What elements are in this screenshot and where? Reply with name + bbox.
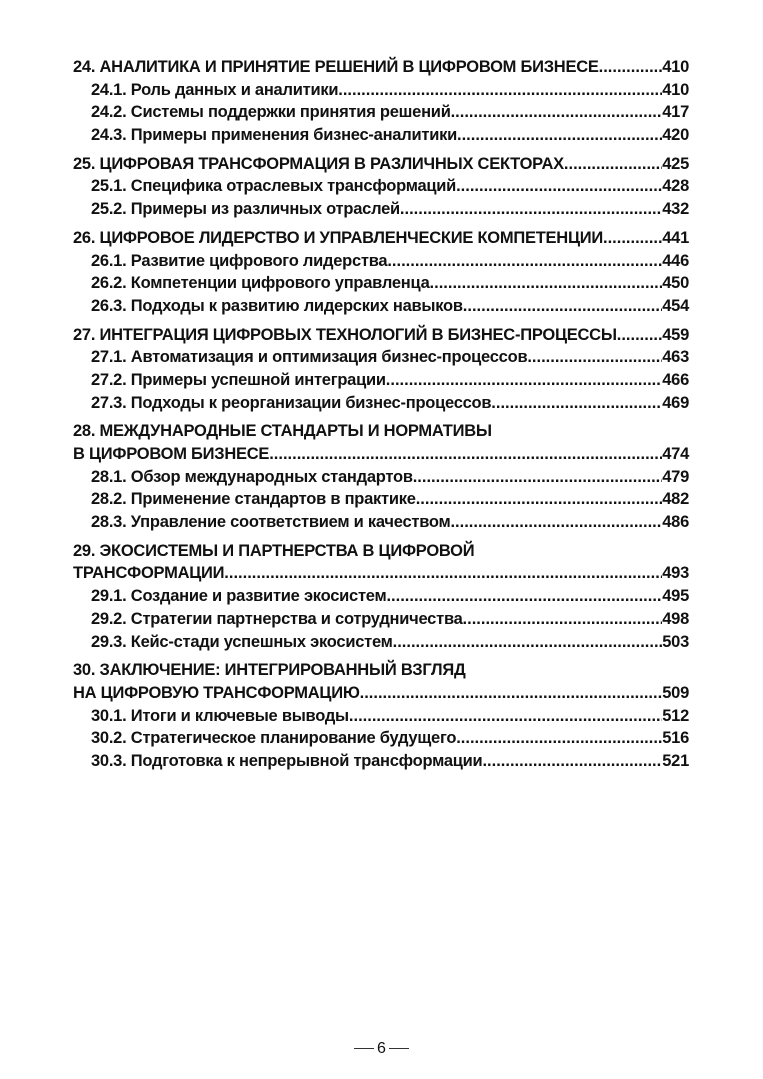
dot-leader <box>603 227 662 250</box>
section-entry <box>73 392 689 415</box>
chapter-title-line <box>73 443 689 466</box>
dot-leader <box>457 124 662 147</box>
dot-leader <box>386 369 662 392</box>
section-page-number: 479 <box>662 467 689 486</box>
section-title: 29.1. Создание и развитие экосистем <box>91 587 387 606</box>
chapter-page-number: 459 <box>662 325 689 344</box>
chapter-title-line <box>73 153 689 176</box>
section-title: 25.1. Специфика отраслевых трансформаций <box>91 177 457 196</box>
chapter-page-number: 474 <box>662 445 689 463</box>
dot-leader <box>386 585 662 608</box>
section-entry <box>73 250 689 273</box>
section-page-number: 503 <box>662 632 689 651</box>
section-entry <box>73 101 689 124</box>
section-title: 25.2. Примеры из различных отраслей <box>91 200 400 219</box>
section-page-number: 516 <box>662 729 689 748</box>
dot-leader <box>430 272 663 295</box>
dot-leader <box>456 175 662 198</box>
dot-leader <box>416 488 663 511</box>
dot-leader <box>482 750 662 773</box>
dot-leader <box>393 631 663 654</box>
section-entry <box>73 295 689 318</box>
section-title: 24.1. Роль данных и аналитики <box>91 80 339 99</box>
chapter-page-number: 509 <box>662 683 689 702</box>
dot-leader <box>463 295 662 318</box>
chapter-title: 27. ИНТЕГРАЦИЯ ЦИФРОВЫХ ТЕХНОЛОГИЙ В БИЗНЕС-ПРОЦЕССЫ <box>73 325 617 344</box>
dot-leader <box>338 79 662 102</box>
dot-leader <box>451 101 663 124</box>
toc-chapter <box>73 56 689 147</box>
section-title: 27.3. Подходы к реорганизации бизнес-процессов <box>91 393 492 412</box>
section-page-number: 521 <box>662 751 689 770</box>
section-title: 28.3. Управление соответствием и качеством <box>91 513 451 532</box>
toc-chapter <box>73 540 689 653</box>
section-entry <box>73 272 689 295</box>
chapter-page-number: 425 <box>662 154 689 173</box>
dot-leader <box>413 466 663 489</box>
dot-leader <box>491 392 662 415</box>
section-page-number: 417 <box>662 103 689 122</box>
section-entry <box>73 369 689 392</box>
section-page-number: 410 <box>662 80 689 99</box>
section-entry <box>73 79 689 102</box>
section-title: 30.3. Подготовка к непрерывной трансформации <box>91 751 483 770</box>
toc-chapter <box>73 659 689 772</box>
section-title: 24.3. Примеры применения бизнес-аналитики <box>91 126 457 145</box>
section-entry <box>73 488 689 511</box>
section-title: 28.2. Применение стандартов в практике <box>91 490 416 509</box>
section-title: 29.3. Кейс-стади успешных экосистем <box>91 632 393 651</box>
table-of-contents <box>73 56 689 779</box>
section-title: 26.3. Подходы к развитию лидерских навыков <box>91 296 463 315</box>
section-title: 26.2. Компетенции цифрового управленца <box>91 274 430 293</box>
chapter-page-number: 441 <box>662 228 689 247</box>
chapter-title: 30. ЗАКЛЮЧЕНИЕ: ИНТЕГРИРОВАННЫЙ ВЗГЛЯД <box>73 661 466 680</box>
page-number: 6 <box>377 1040 386 1057</box>
section-entry <box>73 608 689 631</box>
section-entry <box>73 705 689 728</box>
section-title: 28.1. Обзор международных стандартов <box>91 467 413 486</box>
section-entry <box>73 466 689 489</box>
chapter-title-line <box>73 420 689 443</box>
chapter-title-line <box>73 659 689 682</box>
section-entry <box>73 175 689 198</box>
toc-chapter <box>73 324 689 415</box>
section-page-number: 446 <box>662 251 689 270</box>
section-page-number: 486 <box>662 513 689 532</box>
section-page-number: 432 <box>662 200 689 219</box>
section-title: 30.2. Стратегическое планирование будущего <box>91 729 457 748</box>
section-page-number: 512 <box>662 706 689 725</box>
dot-leader <box>564 153 662 176</box>
section-entry <box>73 585 689 608</box>
section-page-number: 469 <box>662 393 689 412</box>
chapter-title-line <box>73 540 689 563</box>
chapter-title: 26. ЦИФРОВОЕ ЛИДЕРСТВО И УПРАВЛЕНЧЕСКИЕ КОМПЕТЕНЦИИ <box>73 228 603 247</box>
section-title: 29.2. Стратегии партнерства и сотрудничества <box>91 609 463 628</box>
chapter-title: 28. МЕЖДУНАРОДНЫЕ СТАНДАРТЫ И НОРМАТИВЫ <box>73 422 492 441</box>
section-page-number: 495 <box>662 587 689 606</box>
chapter-title-line <box>73 324 689 347</box>
chapter-title-line <box>73 227 689 250</box>
section-page-number: 463 <box>662 348 689 367</box>
chapter-title: НА ЦИФРОВУЮ ТРАНСФОРМАЦИЮ <box>73 683 360 702</box>
toc-chapter <box>73 153 689 221</box>
section-page-number: 498 <box>662 609 689 628</box>
dot-leader <box>617 324 662 347</box>
section-page-number: 454 <box>662 296 689 315</box>
chapter-title: ТРАНСФОРМАЦИИ <box>73 564 225 583</box>
section-entry <box>73 727 689 750</box>
dot-leader <box>599 56 663 79</box>
chapter-title-line <box>73 562 689 585</box>
section-entry <box>73 198 689 221</box>
footer-dash-left <box>354 1048 374 1049</box>
chapter-title: В ЦИФРОВОМ БИЗНЕСЕ <box>73 445 270 463</box>
toc-chapter <box>73 420 689 533</box>
section-entry <box>73 511 689 534</box>
section-page-number: 428 <box>662 177 689 196</box>
dot-leader <box>349 705 662 728</box>
section-page-number: 450 <box>662 274 689 293</box>
section-title: 24.2. Системы поддержки принятия решений <box>91 103 451 122</box>
dot-leader <box>450 511 662 534</box>
dot-leader <box>527 346 662 369</box>
chapter-title-line <box>73 56 689 79</box>
chapter-title: 24. АНАЛИТИКА И ПРИНЯТИЕ РЕШЕНИЙ В ЦИФРОВОМ БИЗНЕСЕ <box>73 58 599 76</box>
dot-leader <box>269 443 662 466</box>
dot-leader <box>400 198 662 221</box>
dot-leader <box>456 727 662 750</box>
dot-leader <box>463 608 663 631</box>
section-entry <box>73 750 689 773</box>
chapter-page-number: 493 <box>662 564 689 583</box>
dot-leader <box>360 682 663 705</box>
chapter-title-line <box>73 682 689 705</box>
section-page-number: 466 <box>662 370 689 389</box>
section-entry <box>73 631 689 654</box>
section-entry <box>73 124 689 147</box>
toc-chapter <box>73 227 689 318</box>
chapter-title: 29. ЭКОСИСТЕМЫ И ПАРТНЕРСТВА В ЦИФРОВОЙ <box>73 541 475 560</box>
section-page-number: 420 <box>662 126 689 145</box>
section-entry <box>73 346 689 369</box>
section-title: 27.1. Автоматизация и оптимизация бизнес-процессов <box>91 348 528 367</box>
section-title: 30.1. Итоги и ключевые выводы <box>91 706 349 725</box>
chapter-title: 25. ЦИФРОВАЯ ТРАНСФОРМАЦИЯ В РАЗЛИЧНЫХ СЕКТОРАХ <box>73 154 564 173</box>
chapter-page-number: 410 <box>662 58 689 76</box>
footer-dash-right <box>389 1048 409 1049</box>
dot-leader <box>387 250 662 273</box>
section-title: 26.1. Развитие цифрового лидерства <box>91 251 388 270</box>
page-footer <box>0 1040 763 1058</box>
dot-leader <box>224 562 662 585</box>
section-title: 27.2. Примеры успешной интеграции <box>91 370 386 389</box>
section-page-number: 482 <box>662 490 689 509</box>
